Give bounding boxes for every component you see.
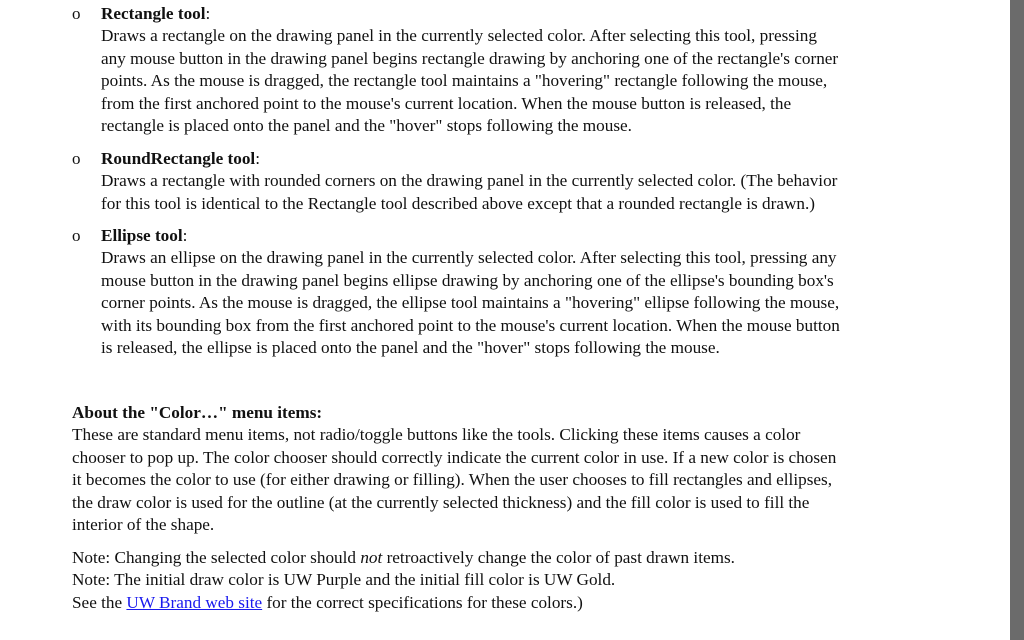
paragraph-line: Draws a rectangle with rounded corners on the drawing panel in the currently selected color. (The behavior [101, 171, 838, 191]
paragraph-line: for this tool is identical to the Rectangle tool described above except that a rounded rectangle is drawn.) [101, 193, 815, 213]
notes-section [72, 547, 972, 614]
paragraph-line: interior of the shape. [72, 515, 215, 535]
paragraph-line: with its bounding box from the first anchored point to the mouse's current location. When the mouse button [101, 315, 840, 335]
bullet-marker: o [72, 149, 81, 168]
paragraph-line: points. As the mouse is dragged, the rectangle tool maintains a "hovering" rectangle following the mouse, [101, 71, 828, 91]
paragraph-line: from the first anchored point to the mouse's current location. When the mouse button is released, the [101, 93, 792, 113]
paragraph-line: corner points. As the mouse is dragged, the ellipse tool maintains a "hovering" ellipse following the mouse, [101, 293, 840, 313]
paragraph-line: any mouse button in the drawing panel begins rectangle drawing by anchoring one of the rectangle's corner [101, 48, 839, 68]
paragraph-line: the draw color is used for the outline (at the currently selected thickness) and the fill color is used to fill the [72, 492, 810, 512]
paragraph-line: chooser to pop up. The color chooser should correctly indicate the current color in use. If a new color is chosen [72, 447, 837, 467]
color-menu-section [72, 402, 972, 536]
tool-title: Rectangle tool [101, 4, 206, 23]
emphasis-text: not [360, 548, 383, 567]
tool-title: RoundRectangle tool [101, 149, 256, 168]
bullet-marker: o [72, 226, 81, 245]
note-line: Note: Changing the selected color should not retroactively change the color of past drawn items. [72, 548, 735, 567]
document-page: o Rectangle tool: Draws a rectangle on the drawing panel in the currently selected color. After selecting this tool, pressing any mouse button in the drawing panel begins rectangle drawing by anchoring one of the rectangle's corner points. As the mouse is dragged, the rectangle tool maintains a "hovering" rectangle following the mouse, from the first anchored point to the mouse's current location. When the mouse button is released, the rectangle is placed onto the panel and the "hover" stops following the mouse. o RoundRectangle tool: Draws a rectangle with rounded corners on the drawing panel in the currently selected color. (The behavior for this tool is identical to the Rectangle tool described above except that a rounded rectangle is drawn.) o Ellipse tool: Draws an ellipse on the drawing panel in the currently selected color. After selecting this tool, pressing any mouse button in the drawing panel begins ellipse drawing by anchoring one of the ellipse's bounding box's corner points. As the mouse is dragged, the ellipse tool maintains a "hovering" ellipse following the mouse, with its bounding box from the first anchored point to the mouse's current location. When the mouse button is released, the ellipse is placed onto the panel and the "hover" stops following the mouse. About the "Color…" menu items: These are standard menu items, not radio/toggle buttons like the tools. Clicking these items causes a color chooser to pop up. The color chooser should correctly indicate the current color in use. If a new color is chosen it becomes the color to use (for either drawing or filling). When the user chooses to fill rectangles and ellipses, the draw color is used for the outline (at the currently selected thickness) and the fill color is used to fill the interior of the shape. Note: Changing the selected color should not retroactively change the color of past drawn items. Note: The initial draw color is UW Purple and the initial fill color is UW Gold. See the UW Brand web site for the correct specifications for these colors.) [0, 0, 1010, 640]
paragraph-line: it becomes the color to use (for either drawing or filling). When the user chooses to fill rectangles and ellipses, [72, 470, 833, 490]
paragraph-line: is released, the ellipse is placed onto the panel and the "hover" stops following the mouse. [101, 338, 720, 358]
paragraph-line: Draws a rectangle on the drawing panel in the currently selected color. After selecting this tool, pressing [101, 26, 817, 46]
paragraph-line: Draws an ellipse on the drawing panel in the currently selected color. After selecting this tool, pressing any [101, 248, 837, 268]
note-line: See the UW Brand web site for the correct specifications for these colors.) [72, 592, 583, 612]
paragraph-line: These are standard menu items, not radio/toggle buttons like the tools. Clicking these items causes a color [72, 425, 801, 445]
paragraph-line: mouse button in the drawing panel begins ellipse drawing by anchoring one of the ellipse's bounding box's [101, 270, 834, 290]
window-edge-strip [1010, 0, 1024, 640]
section-heading: About the "Color…" menu items: [72, 403, 323, 422]
paragraph-line: rectangle is placed onto the panel and the "hover" stops following the mouse. [101, 116, 632, 136]
bullet-marker: o [72, 4, 81, 23]
tool-title: Ellipse tool [101, 226, 183, 245]
uw-brand-link[interactable]: UW Brand web site [126, 592, 263, 612]
note-line: Note: The initial draw color is UW Purple and the initial fill color is UW Gold. [72, 570, 616, 590]
